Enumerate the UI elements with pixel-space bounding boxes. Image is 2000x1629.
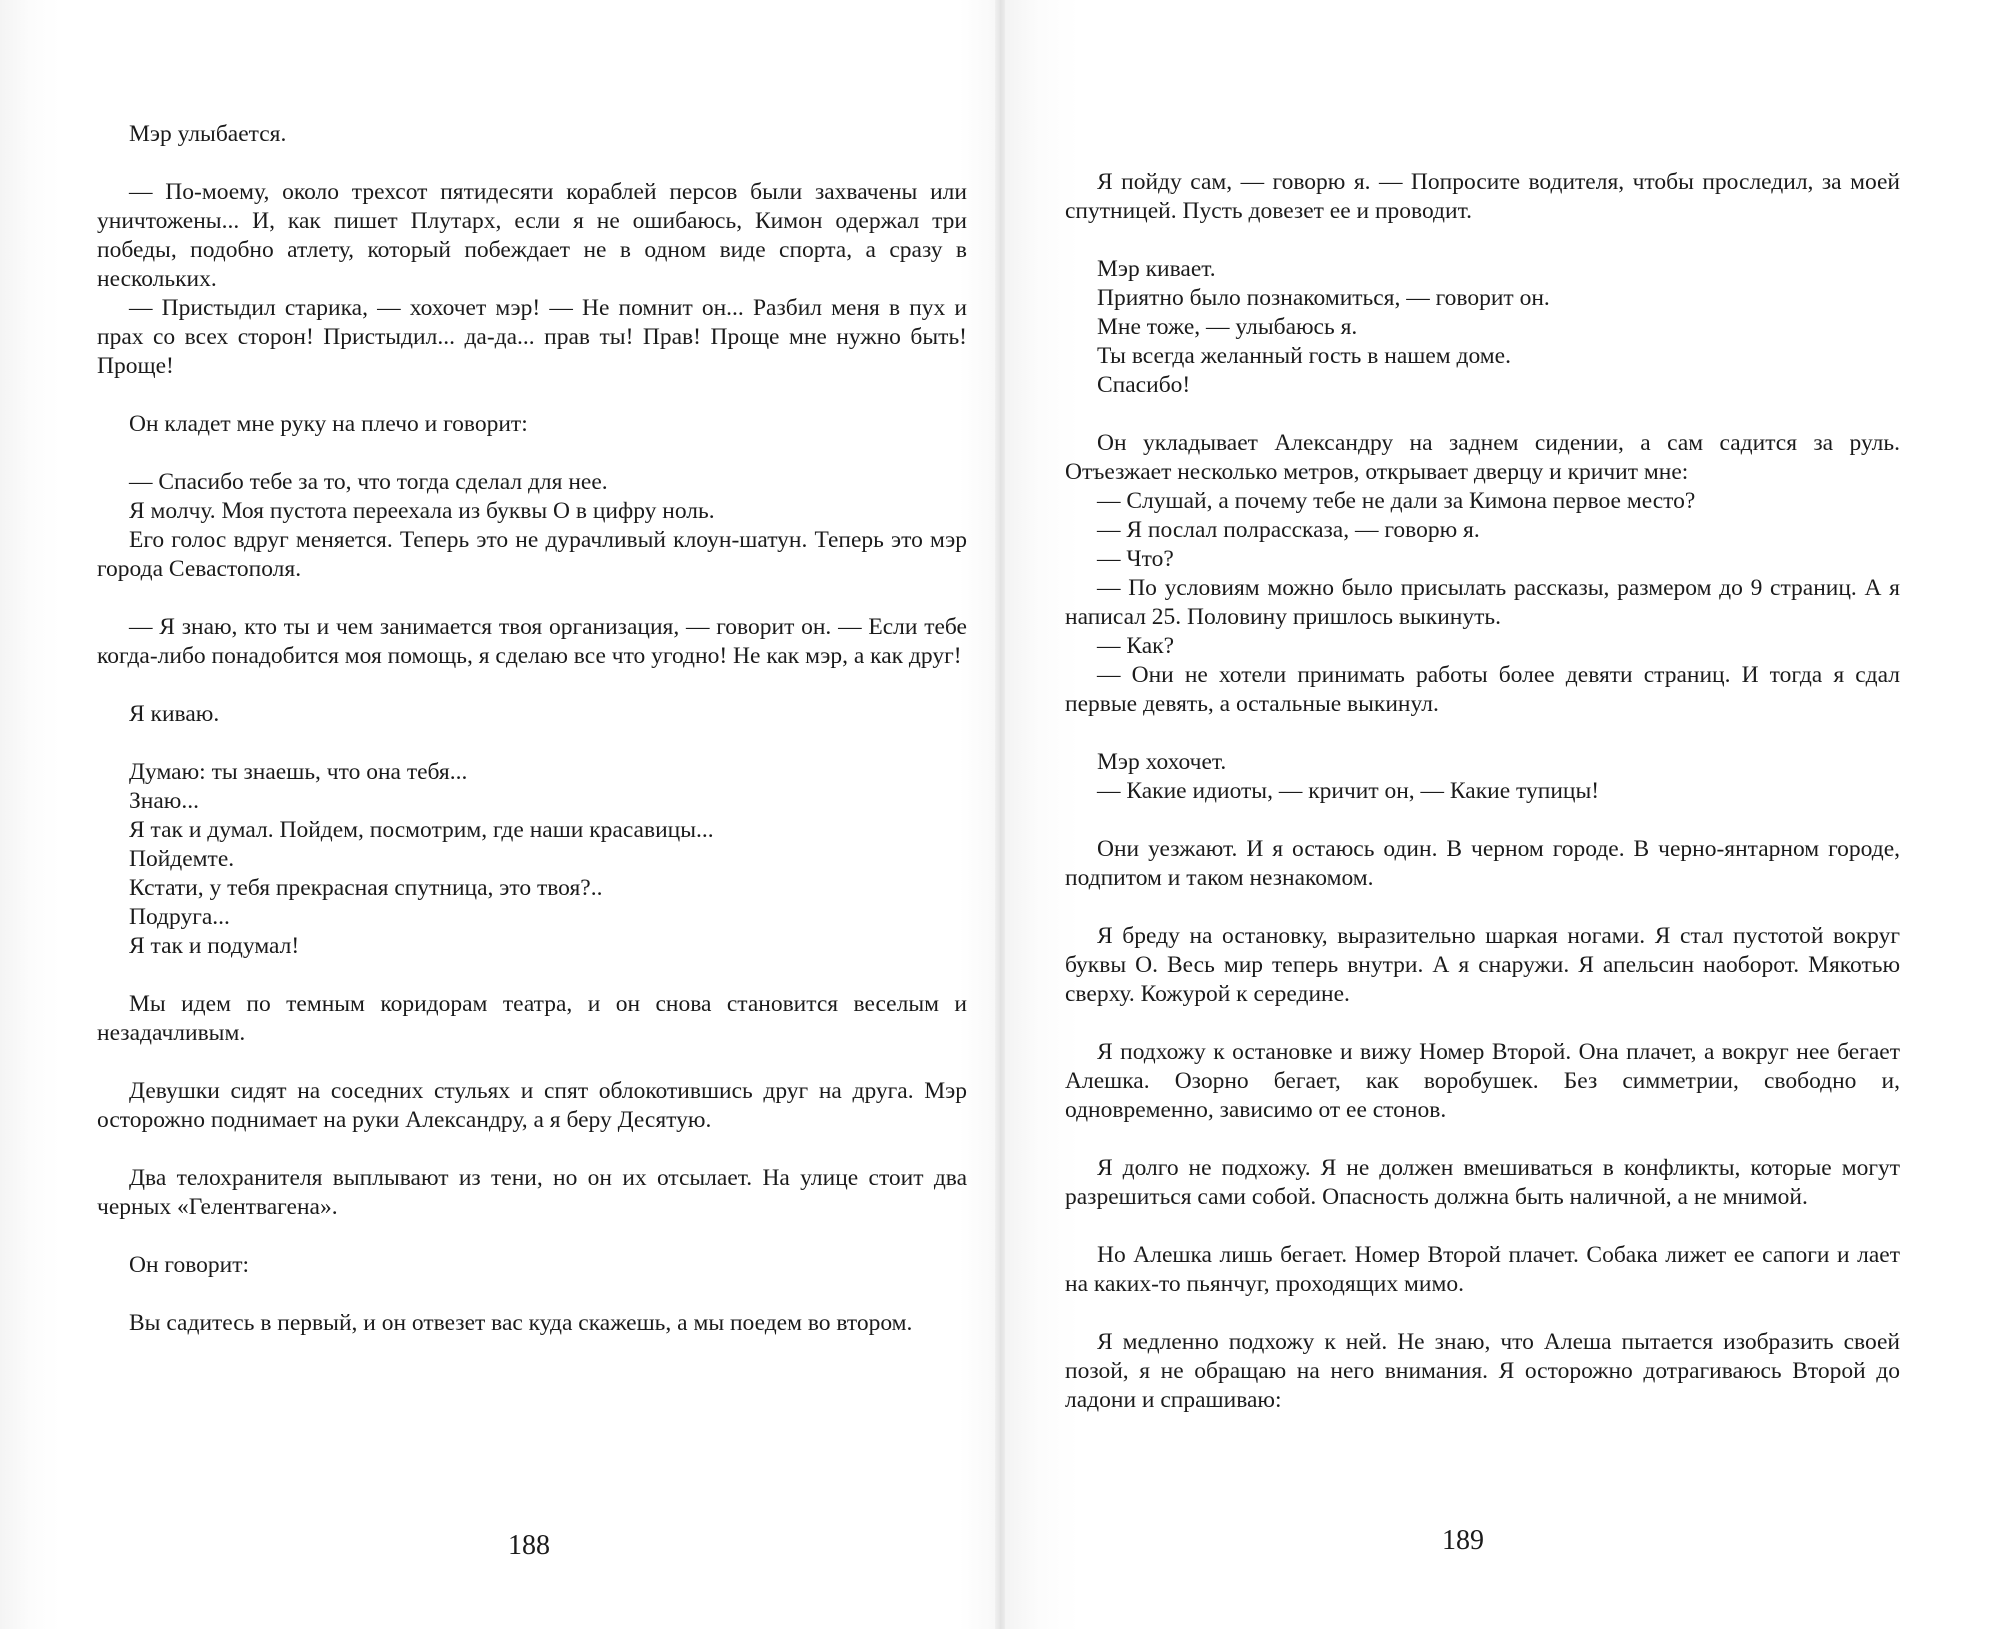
paragraph: Кстати, у тебя прекрасная спутница, это твоя?.. bbox=[129, 875, 603, 901]
paragraph-gap bbox=[97, 439, 967, 468]
paragraph: Пойдемте. bbox=[129, 846, 235, 872]
left-page-number: 188 bbox=[508, 1530, 550, 1561]
paragraph: — Пристыдил старика, — хохочет мэр! — Не помнит он... Разбил меня в пух и прах со всех сторон! Пристыдил... да-да... прав ты! Прав! Проще мне нужно быть! Проще! bbox=[97, 295, 967, 379]
paragraph: Мэр кивает. bbox=[1097, 256, 1216, 282]
paragraph-gap bbox=[1065, 893, 1900, 922]
paragraph: Приятно было познакомиться, — говорит он. bbox=[1097, 285, 1550, 311]
paragraph-gap bbox=[97, 584, 967, 613]
paragraph: — Какие идиоты, — кричит он, — Какие тупицы! bbox=[1097, 778, 1600, 804]
paragraph: Спасибо! bbox=[1097, 372, 1191, 398]
paragraph-gap bbox=[1065, 1299, 1900, 1328]
paragraph: Я так и думал. Пойдем, посмотрим, где наши красавицы... bbox=[129, 817, 714, 843]
paragraph-gap bbox=[97, 1135, 967, 1164]
paragraph-gap bbox=[97, 1048, 967, 1077]
paragraph: Он кладет мне руку на плечо и говорит: bbox=[129, 411, 528, 437]
paragraph: Я так и подумал! bbox=[129, 933, 300, 959]
paragraph: — Спасибо тебе за то, что тогда сделал для нее. bbox=[129, 469, 608, 495]
paragraph: Я пойду сам, — говорю я. — Попросите водителя, чтобы проследил, за моей спутницей. Пусть довезет ее и проводит. bbox=[1065, 169, 1900, 224]
paragraph: Я киваю. bbox=[129, 701, 220, 727]
paragraph-gap bbox=[1065, 1212, 1900, 1241]
paragraph-gap bbox=[97, 1280, 967, 1309]
paragraph: — По-моему, около трехсот пятидесяти кораблей персов были захвачены или уничтожены... И, как пишет Плутарх, если я не ошибаюсь, Кимон одержал три победы, подобно атлету, который побеждает не в одном виде спорта, а сразу в нескольких. bbox=[97, 179, 967, 292]
paragraph: — Я послал полрассказа, — говорю я. bbox=[1097, 517, 1480, 543]
paragraph-gap bbox=[97, 729, 967, 758]
paragraph: Я подхожу к остановке и вижу Номер Второй. Она плачет, а вокруг нее бегает Алешка. Озорно бегает, как воробушек. Без симметрии, свободно и, одновременно, зависимо от ее стонов. bbox=[1065, 1039, 1900, 1123]
paragraph: Я молчу. Моя пустота переехала из буквы О в цифру ноль. bbox=[129, 498, 715, 524]
paragraph-gap bbox=[97, 381, 967, 410]
paragraph: Мы идем по темным коридорам театра, и он снова становится веселым и незадачливым. bbox=[97, 991, 967, 1046]
paragraph: Я медленно подхожу к ней. Не знаю, что Алеша пытается изобразить своей позой, я не обращаю на него внимания. Я осторожно дотрагиваюсь Второй до ладони и спрашиваю: bbox=[1065, 1329, 1900, 1413]
paragraph-gap bbox=[1065, 1125, 1900, 1154]
paragraph: Ты всегда желанный гость в нашем доме. bbox=[1097, 343, 1511, 369]
paragraph: — Слушай, а почему тебе не дали за Кимона первое место? bbox=[1097, 488, 1696, 514]
paragraph: Подруга... bbox=[129, 904, 230, 930]
paragraph-gap bbox=[1065, 719, 1900, 748]
paragraph: Они уезжают. И я остаюсь один. В черном городе. В черно-янтарном городе, подпитом и таком незнакомом. bbox=[1065, 836, 1900, 891]
paragraph: Два телохранителя выплывают из тени, но он их отсылает. На улице стоит два черных «Гелентвагена». bbox=[97, 1165, 967, 1220]
right-page-text bbox=[1065, 168, 1900, 1415]
paragraph: — Как? bbox=[1097, 633, 1175, 659]
paragraph: Он говорит: bbox=[129, 1252, 250, 1278]
paragraph-gap bbox=[97, 1222, 967, 1251]
paragraph: Мне тоже, — улыбаюсь я. bbox=[1097, 314, 1358, 340]
book-gutter bbox=[995, 0, 1005, 1629]
left-page-text bbox=[97, 120, 967, 1338]
paragraph-gap bbox=[1065, 400, 1900, 429]
paragraph-gap bbox=[1065, 1009, 1900, 1038]
paragraph: Мэр улыбается. bbox=[129, 121, 287, 147]
paragraph: Знаю... bbox=[129, 788, 199, 814]
paragraph: Я долго не подхожу. Я не должен вмешиваться в конфликты, которые могут разрешиться сами собой. Опасность должна быть наличной, а не мнимой. bbox=[1065, 1155, 1900, 1210]
paragraph: — Они не хотели принимать работы более девяти страниц. И тогда я сдал первые девять, а остальные выкинул. bbox=[1065, 662, 1900, 717]
paragraph: Его голос вдруг меняется. Теперь это не дурачливый клоун-шатун. Теперь это мэр города Севастополя. bbox=[97, 527, 967, 582]
paragraph: Думаю: ты знаешь, что она тебя... bbox=[129, 759, 468, 785]
paragraph-gap bbox=[1065, 226, 1900, 255]
paragraph: — По условиям можно было присылать рассказы, размером до 9 страниц. А я написал 25. Половину пришлось выкинуть. bbox=[1065, 575, 1900, 630]
paragraph: Девушки сидят на соседних стульях и спят облокотившись друг на друга. Мэр осторожно поднимает на руки Александру, а я беру Десятую. bbox=[97, 1078, 967, 1133]
paragraph: Вы садитесь в первый, и он отвезет вас куда скажешь, а мы поедем во втором. bbox=[129, 1310, 913, 1336]
paragraph: Он укладывает Александру на заднем сидении, а сам садится за руль. Отъезжает несколько метров, открывает дверцу и кричит мне: bbox=[1065, 430, 1900, 485]
paragraph: Мэр хохочет. bbox=[1097, 749, 1227, 775]
paragraph-gap bbox=[97, 961, 967, 990]
paragraph-gap bbox=[97, 671, 967, 700]
paragraph: — Я знаю, кто ты и чем занимается твоя организация, — говорит он. — Если тебе когда-либо понадобится моя помощь, я сделаю все что угодно! Не как мэр, а как друг! bbox=[97, 614, 967, 669]
paragraph-gap bbox=[97, 149, 967, 178]
paragraph: — Что? bbox=[1097, 546, 1174, 572]
paragraph: Но Алешка лишь бегает. Номер Второй плачет. Собака лижет ее сапоги и лает на каких-то пьянчуг, проходящих мимо. bbox=[1065, 1242, 1900, 1297]
paragraph: Я бреду на остановку, выразительно шаркая ногами. Я стал пустотой вокруг буквы О. Весь мир теперь внутри. А я снаружи. Я апельсин наоборот. Мякотью сверху. Кожурой к середине. bbox=[1065, 923, 1900, 1007]
paragraph-gap bbox=[1065, 806, 1900, 835]
right-page-number: 189 bbox=[1442, 1525, 1484, 1556]
right-page bbox=[1000, 0, 2000, 1629]
